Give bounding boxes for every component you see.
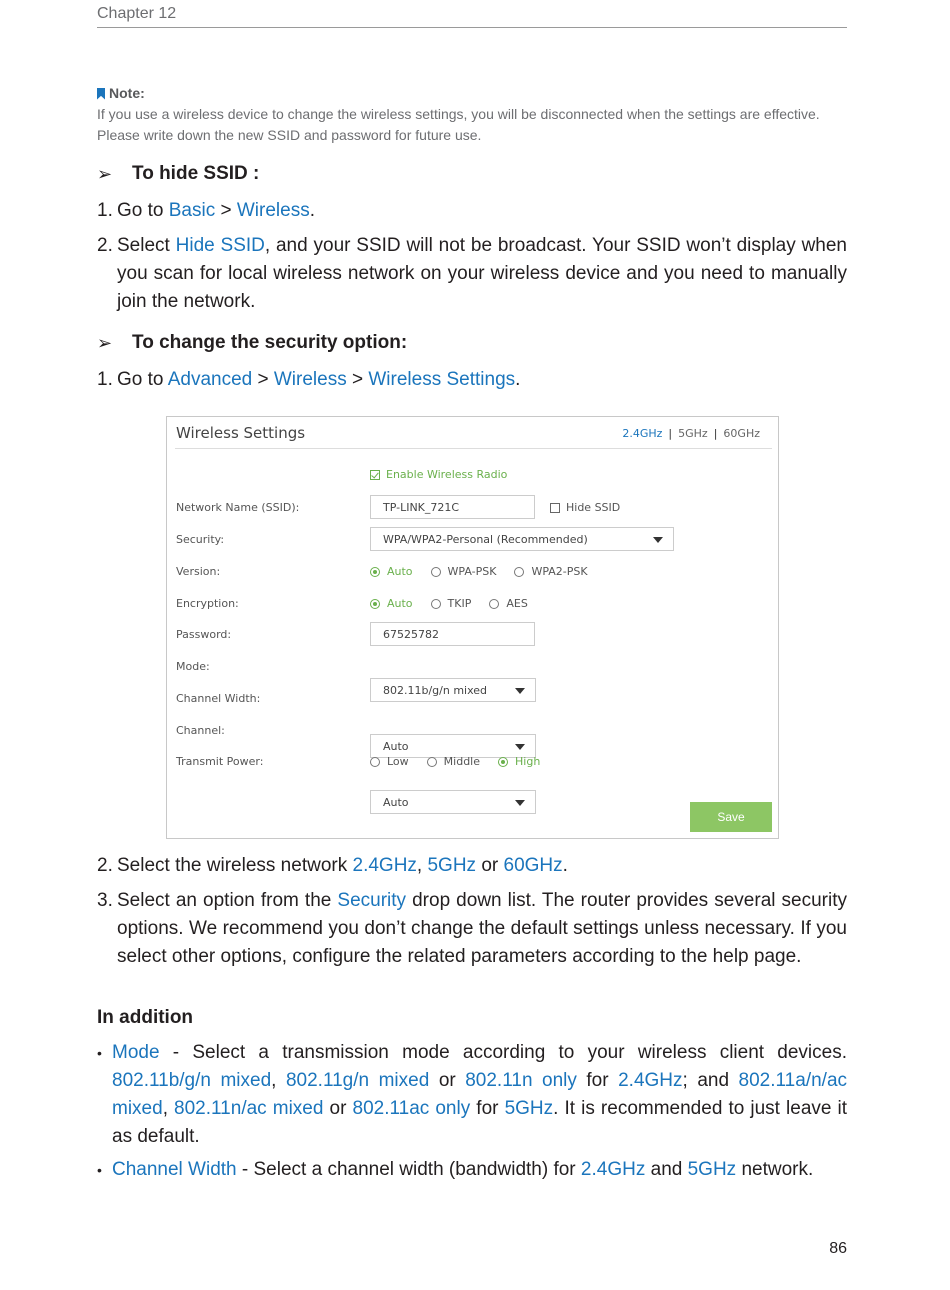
panel-title: Wireless Settings	[176, 424, 306, 442]
bullet-channel-width: • Channel Width - Select a channel width (bandwidth) for 2.4GHz and 5GHz network.	[97, 1159, 814, 1180]
link-wireless[interactable]: Wireless	[273, 369, 347, 390]
power-high-radio[interactable]: High	[498, 755, 540, 768]
hide-ssid-checkbox[interactable]: Hide SSID	[550, 501, 620, 514]
version-radio-group	[370, 565, 606, 578]
link-hide-ssid[interactable]: Hide SSID	[175, 235, 265, 256]
security-step-1: 1. Go to Advanced > Wireless > Wireless Settings.	[97, 369, 521, 390]
note-line-2: Please write down the new SSID and password for future use.	[97, 127, 482, 143]
power-low-radio[interactable]: Low	[370, 755, 409, 768]
security-heading	[97, 332, 407, 354]
note-box	[97, 83, 849, 146]
encryption-aes-radio[interactable]: AES	[489, 597, 527, 610]
encryption-radio-group	[370, 597, 546, 610]
security-label: Security:	[176, 533, 225, 546]
ssid-label: Network Name (SSID):	[176, 501, 300, 514]
hide-ssid-heading	[97, 163, 259, 185]
security-select[interactable]: WPA/WPA2-Personal (Recommended)	[370, 527, 674, 551]
power-radio-group	[370, 755, 558, 768]
band-tabs: 2.4GHz | 5GHz | 60GHz	[622, 427, 760, 440]
link-wireless[interactable]: Wireless	[236, 200, 310, 221]
dropdown-caret-icon	[515, 800, 525, 806]
encryption-auto-radio[interactable]: Auto	[370, 597, 413, 610]
link-5ghz[interactable]: 5GHz	[427, 855, 477, 876]
link-wireless-settings[interactable]: Wireless Settings	[368, 369, 516, 390]
checkbox-icon	[550, 503, 560, 513]
version-wpa2-psk-radio[interactable]: WPA2-PSK	[514, 565, 587, 578]
transmit-power-label: Transmit Power:	[176, 755, 264, 768]
security-heading-text: To change the security option:	[132, 332, 408, 353]
password-input[interactable]: 67525782	[370, 622, 535, 646]
chapter-header	[97, 5, 847, 28]
bullet-mode: • Mode - Select a transmission mode according to your wireless client devices. 802.11b/g/n mixed, 802.11g/n mixed or 802.11n only for 2.4GHz; and 802.11a/n/ac mixed, 802.11n/ac mixed or 802.11ac only for 5GHz. It is recommended to just leave it as default.	[97, 1042, 848, 1147]
link-2-4ghz[interactable]: 2.4GHz	[352, 855, 417, 876]
channel-width-label: Channel Width:	[176, 692, 261, 705]
hide-step-1: 1. Go to Basic > Wireless.	[97, 200, 315, 221]
term-channel-width[interactable]: Channel Width	[112, 1159, 237, 1180]
link-advanced[interactable]: Advanced	[167, 369, 253, 390]
hide-ssid-heading-text: To hide SSID :	[132, 163, 260, 184]
security-step-2: 2. Select the wireless network 2.4GHz, 5GHz or 60GHz.	[97, 855, 568, 876]
page-number: 86	[829, 1240, 847, 1257]
power-middle-radio[interactable]: Middle	[427, 755, 480, 768]
version-auto-radio[interactable]: Auto	[370, 565, 413, 578]
enable-radio-checkbox[interactable]: Enable Wireless Radio	[370, 468, 507, 481]
arrow-bullet-icon: ➢	[97, 163, 113, 184]
dropdown-caret-icon	[515, 744, 525, 750]
note-title: Note:	[109, 85, 145, 101]
channel-select[interactable]: Auto	[370, 790, 536, 814]
chapter-title: Chapter 12	[97, 5, 177, 22]
channel-width-select[interactable]: Auto	[370, 734, 536, 758]
dropdown-caret-icon	[653, 537, 663, 543]
checkbox-checked-icon	[370, 470, 380, 480]
tab-60ghz[interactable]: 60GHz	[723, 427, 760, 440]
term-mode[interactable]: Mode	[112, 1042, 160, 1063]
dropdown-caret-icon	[515, 688, 525, 694]
version-label: Version:	[176, 565, 221, 578]
security-step-3: 3. Select an option from the Security drop down list. The router provides several security options. We recommend you don’t change the default settings unless necessary. If you select other options, configure the related parameters according to the help page.	[97, 890, 847, 967]
divider	[175, 448, 772, 449]
version-wpa-psk-radio[interactable]: WPA-PSK	[431, 565, 497, 578]
save-button[interactable]: Save	[690, 802, 772, 832]
link-60ghz[interactable]: 60GHz	[503, 855, 563, 876]
note-line-1: If you use a wireless device to change the wireless settings, you will be disconnected when the settings are effective.	[97, 106, 820, 122]
tab-5ghz[interactable]: 5GHz	[678, 427, 708, 440]
bookmark-icon	[97, 88, 105, 100]
link-basic[interactable]: Basic	[168, 200, 216, 221]
encryption-tkip-radio[interactable]: TKIP	[431, 597, 472, 610]
mode-label: Mode:	[176, 660, 210, 673]
mode-select[interactable]: 802.11b/g/n mixed	[370, 678, 536, 702]
arrow-bullet-icon: ➢	[97, 332, 113, 353]
wireless-settings-panel	[166, 416, 779, 839]
in-addition-heading: In addition	[97, 1007, 194, 1028]
tab-2-4ghz[interactable]: 2.4GHz	[622, 427, 663, 440]
link-security[interactable]: Security	[337, 890, 407, 911]
password-label: Password:	[176, 628, 232, 641]
encryption-label: Encryption:	[176, 597, 239, 610]
ssid-input[interactable]: TP-LINK_721C	[370, 495, 535, 519]
channel-label: Channel:	[176, 724, 225, 737]
hide-step-2: 2. Select Hide SSID, and your SSID will not be broadcast. Your SSID won’t display when you scan for local wireless network on your wireless device and you need to manually join the network.	[97, 235, 847, 312]
